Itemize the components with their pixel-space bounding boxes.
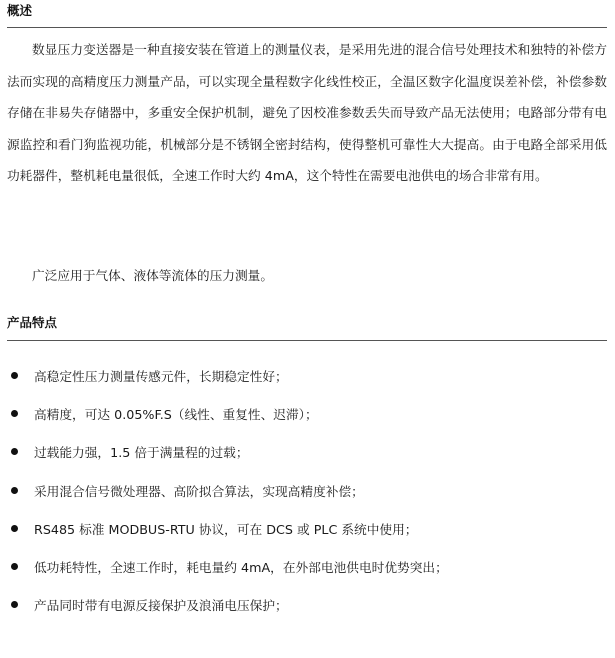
features-heading: 产品特点 bbox=[7, 315, 58, 330]
feature-text: 产品同时带有电源反接保护及浪涌电压保护； bbox=[34, 598, 288, 614]
bullet-icon bbox=[11, 563, 18, 570]
bullet-icon bbox=[11, 410, 18, 417]
overview-heading: 概述 bbox=[7, 3, 33, 18]
list-item bbox=[7, 471, 607, 509]
bullet-icon bbox=[11, 525, 18, 532]
list-item bbox=[7, 509, 607, 547]
feature-text: 低功耗特性，全速工作时，耗电量约 4mA，在外部电池供电时优势突出； bbox=[34, 560, 448, 576]
list-item bbox=[7, 547, 607, 585]
feature-text: 采用混合信号微处理器、高阶拟合算法，实现高精度补偿； bbox=[34, 483, 364, 499]
features-divider bbox=[7, 340, 607, 341]
list-item bbox=[7, 433, 607, 471]
feature-text: 高精度，可达 0.05%F.S（线性、重复性、迟滞）； bbox=[34, 406, 318, 422]
overview-paragraph: 数显压力变送器是一种直接安装在管道上的测量仪表，是采用先进的混合信号处理技术和独特的补偿方法而实现的高精度压力测量产品，可以实现全量程数字化线性校正，全温区数字化温度误差补偿，补偿参数存储在非易失存储器中，多重安全保护机制，避免了因校准参数丢失而导致产品无法使用；电路部分带有电源监控和看门狗监视功能，机械部分是不锈钢全密封结构，使得整机可靠性大大提高。由于电路全部采用低功耗器件，整机耗电量很低，全速工作时大约 4mA，这个特性在需要电池供电的场合非常有用。 bbox=[7, 42, 607, 183]
application-paragraph: 广泛应用于气体、液体等流体的压力测量。 bbox=[32, 268, 274, 283]
features-list bbox=[7, 356, 607, 624]
bullet-icon bbox=[11, 448, 18, 455]
overview-divider bbox=[7, 27, 607, 28]
feature-text: 过载能力强，1.5 倍于满量程的过载； bbox=[34, 445, 249, 461]
feature-text: RS485 标准 MODBUS-RTU 协议，可在 DCS 或 PLC 系统中使用； bbox=[34, 521, 418, 537]
list-item bbox=[7, 586, 607, 624]
feature-text: 高稳定性压力测量传感元件，长期稳定性好； bbox=[34, 368, 288, 384]
list-item bbox=[7, 394, 607, 432]
bullet-icon bbox=[11, 487, 18, 494]
bullet-icon bbox=[11, 601, 18, 608]
list-item bbox=[7, 356, 607, 394]
bullet-icon bbox=[11, 372, 18, 379]
